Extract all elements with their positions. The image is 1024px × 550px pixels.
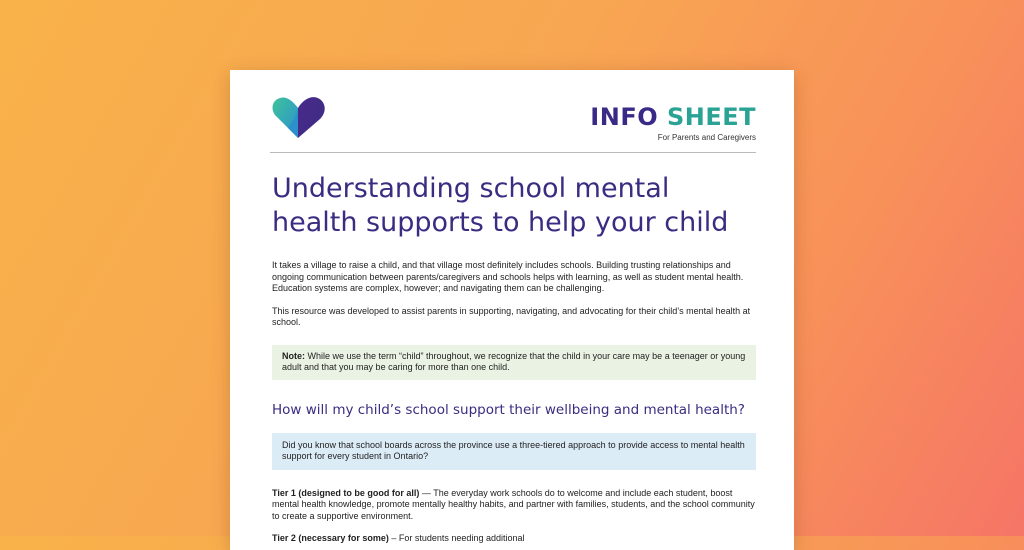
page-title: Understanding school mental health supports to help your child xyxy=(272,173,729,238)
note-label: Note: xyxy=(282,350,305,361)
document-body xyxy=(272,172,756,550)
tier-2-label: Tier 2 (necessary for some) xyxy=(272,533,389,543)
info-sheet-heading xyxy=(590,104,756,130)
tier-1-label: Tier 1 (designed to be good for all) xyxy=(272,487,420,498)
section-heading: How will my child’s school support their wellbeing and mental health? xyxy=(272,401,745,418)
callout-box: Did you know that school boards across the province use a three-tiered approach to provide access to mental health support for every student in Ontario? xyxy=(272,433,756,470)
note-text: While we use the term “child” throughout, we recognize that the child in your care may be a teenager or young adult and that you may be caring for more than one child. xyxy=(282,350,746,372)
header-divider xyxy=(270,152,756,153)
brand-subtitle: For Parents and Caregivers xyxy=(657,133,756,142)
tier-2-paragraph xyxy=(272,533,756,545)
tier-1-paragraph xyxy=(272,488,756,523)
tier-1-text: — The everyday work schools do to welcome and include each student, boost mental health knowledge, promote mentally healthy habits, and partner with families, students, and the school community to create a supportive environment. xyxy=(272,487,755,521)
info-sheet-page xyxy=(230,70,794,550)
brand-title-info: INFO xyxy=(590,103,659,131)
brand-block xyxy=(590,104,756,142)
intro-paragraph: It takes a village to raise a child, and that village most definitely includes schools. Building trusting relationships and ongoing communication between parents/caregivers and schools helps with learning, as well as student mental health. Education systems are complex, however; and navigating them can be challenging. xyxy=(272,260,744,293)
purpose-paragraph: This resource was developed to assist parents in supporting, navigating, and advocating for their child’s mental health at school. xyxy=(272,305,751,327)
heart-logo-icon xyxy=(270,94,326,140)
tier-2-text: – For students needing additional xyxy=(388,533,525,543)
brand-title-sheet: SHEET xyxy=(666,103,756,131)
note-box xyxy=(272,345,756,380)
